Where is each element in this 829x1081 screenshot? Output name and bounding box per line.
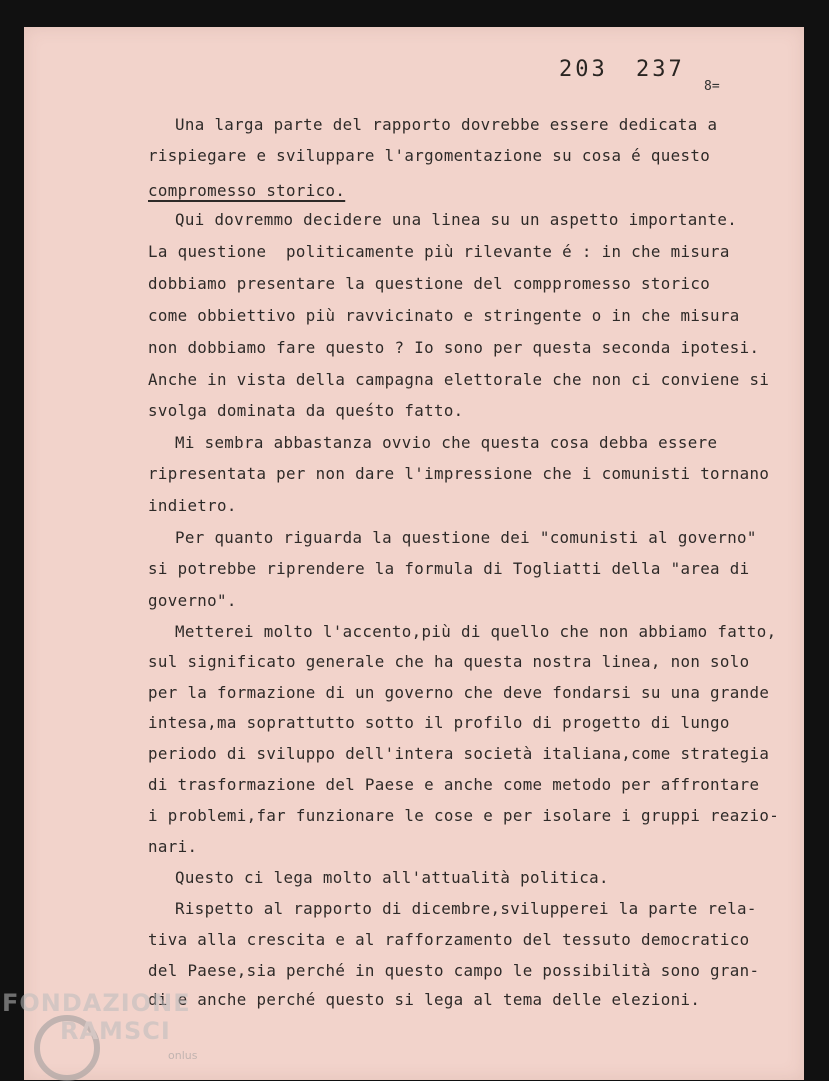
text-line: sul significato generale che ha questa nostra linea, non solo xyxy=(148,652,750,671)
text-line: Una larga parte del rapporto dovrebbe essere dedicata a xyxy=(175,115,718,134)
text-line: Mi sembra abbastanza ovvio che questa cosa debba essere xyxy=(175,433,718,452)
text-line: come obbiettivo più ravvicinato e stringente o in che misura xyxy=(148,306,740,325)
text-line: Anche in vista della campagna elettorale che non ci conviene si xyxy=(148,370,770,389)
text-line: Metterei molto l'accento,più di quello che non abbiamo fatto, xyxy=(175,622,777,641)
watermark-suffix: onlus xyxy=(168,1049,198,1062)
text-line: nari. xyxy=(148,837,198,856)
page-number-secondary: 237 xyxy=(636,57,685,82)
text-line: tiva alla crescita e al rafforzamento del tessuto democratico xyxy=(148,930,750,949)
text-line: di e anche perché questo si lega al tema delle elezioni. xyxy=(148,990,701,1009)
text-line: Rispetto al rapporto di dicembre,svilupperei la parte rela- xyxy=(175,899,757,918)
text-line: rispiegare e sviluppare l'argomentazione su cosa é questo xyxy=(148,146,711,165)
text-line: Per quanto riguarda la questione dei "comunisti al governo" xyxy=(175,528,757,547)
text-line-underlined: compromesso storico. xyxy=(148,181,346,200)
text-line: per la formazione di un governo che deve fondarsi su una grande xyxy=(148,683,770,702)
text-line: governo". xyxy=(148,591,237,610)
text-line: periodo di sviluppo dell'intera società italiana,come strategia xyxy=(148,744,770,763)
text-line: Questo ci lega molto all'attualità politica. xyxy=(175,868,609,887)
text-line: i problemi,far funzionare le cose e per isolare i gruppi reazio- xyxy=(148,806,780,825)
watermark-line2: RAMSCI xyxy=(60,1017,171,1045)
text-line: di trasformazione del Paese e anche come metodo per affrontare xyxy=(148,775,760,794)
page-number-primary: 203 xyxy=(559,57,608,82)
text-line: si potrebbe riprendere la formula di Togliatti della "area di xyxy=(148,559,750,578)
text-line: svolga dominata da queśto fatto. xyxy=(148,401,464,420)
text-line: ripresentata per non dare l'impressione che i comunisti tornano xyxy=(148,464,770,483)
text-line: dobbiamo presentare la questione del comppromesso storico xyxy=(148,274,711,293)
text-line: La questione politicamente più rilevante é : in che misura xyxy=(148,242,730,261)
text-line: indietro. xyxy=(148,496,237,515)
watermark-line1: FONDAZIONE xyxy=(2,989,191,1017)
text-line: non dobbiamo fare questo ? Io sono per questa seconda ipotesi. xyxy=(148,338,760,357)
document-page xyxy=(24,27,804,1080)
text-line: intesa,ma soprattutto sotto il profilo di progetto di lungo xyxy=(148,713,730,732)
text-line: Qui dovremmo decidere una linea su un aspetto importante. xyxy=(175,210,738,229)
text-line: del Paese,sia perché in questo campo le possibilità sono gran- xyxy=(148,961,760,980)
page-sequence-mark: 8= xyxy=(704,79,720,94)
